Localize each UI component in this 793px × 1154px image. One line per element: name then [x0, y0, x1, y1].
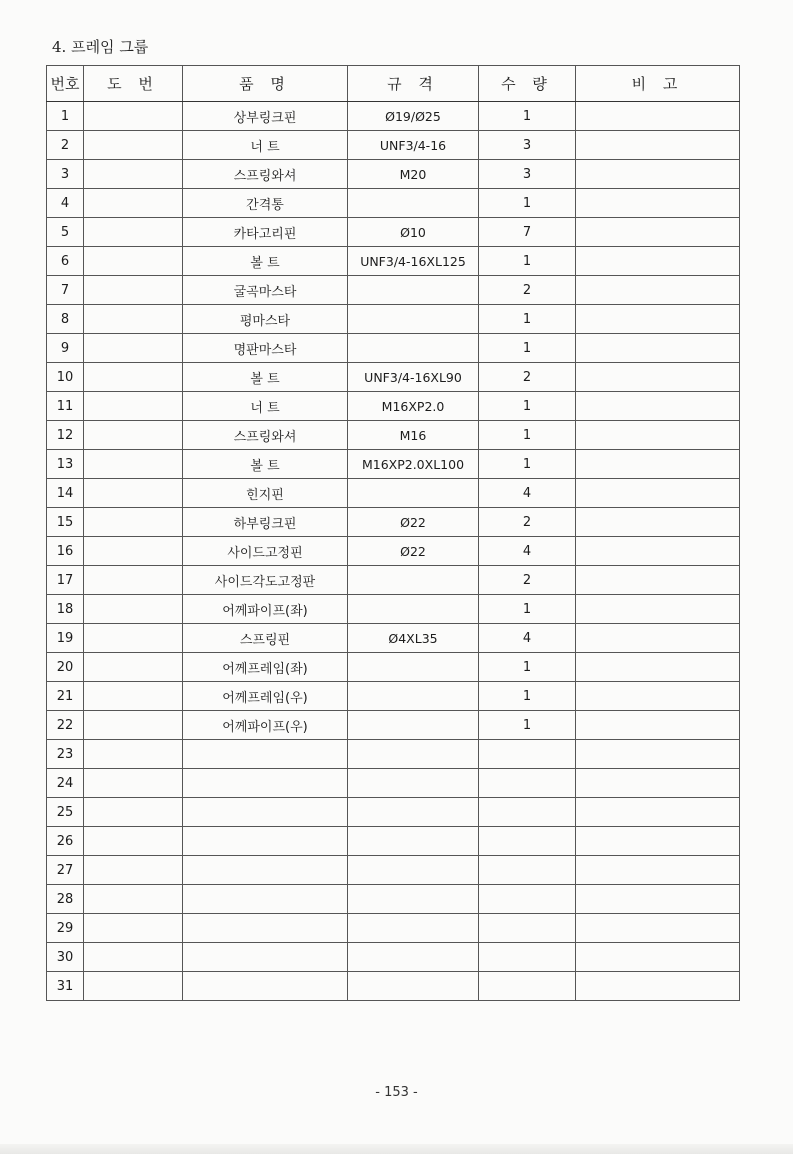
cell-remarks: [576, 856, 740, 885]
cell-part-name: 평마스타: [183, 305, 348, 334]
cell-drawing-no: [84, 827, 183, 856]
table-header: [47, 66, 740, 102]
cell-remarks: [576, 914, 740, 943]
table-row: [47, 740, 740, 769]
cell-part-name: [183, 856, 348, 885]
cell-part-name: [183, 769, 348, 798]
cell-part-name: 간격통: [183, 189, 348, 218]
cell-drawing-no: [84, 798, 183, 827]
table-row: [47, 479, 740, 508]
cell-spec: UNF3/4-16: [348, 131, 479, 160]
cell-spec: Ø10: [348, 218, 479, 247]
cell-remarks: [576, 247, 740, 276]
cell-drawing-no: [84, 711, 183, 740]
cell-part-name: [183, 740, 348, 769]
cell-spec: M16XP2.0: [348, 392, 479, 421]
cell-part-name: [183, 798, 348, 827]
cell-no: 8: [47, 305, 84, 334]
cell-no: 24: [47, 769, 84, 798]
cell-no: 16: [47, 537, 84, 566]
cell-part-name: 카타고리핀: [183, 218, 348, 247]
cell-drawing-no: [84, 305, 183, 334]
cell-qty: 1: [479, 189, 576, 218]
cell-qty: [479, 943, 576, 972]
table-row: [47, 827, 740, 856]
cell-qty: 1: [479, 653, 576, 682]
cell-spec: [348, 595, 479, 624]
cell-no: 1: [47, 102, 84, 131]
header-remarks: 비 고: [576, 66, 740, 102]
cell-no: 11: [47, 392, 84, 421]
cell-remarks: [576, 160, 740, 189]
table-row: [47, 566, 740, 595]
cell-qty: 1: [479, 102, 576, 131]
cell-spec: M16XP2.0XL100: [348, 450, 479, 479]
cell-part-name: 어께프레임(좌): [183, 653, 348, 682]
cell-remarks: [576, 189, 740, 218]
table-row: [47, 769, 740, 798]
cell-qty: 7: [479, 218, 576, 247]
table-row: [47, 595, 740, 624]
table-row: [47, 653, 740, 682]
cell-qty: 1: [479, 450, 576, 479]
cell-no: 21: [47, 682, 84, 711]
cell-no: 10: [47, 363, 84, 392]
cell-spec: [348, 305, 479, 334]
cell-part-name: 명판마스타: [183, 334, 348, 363]
cell-no: 20: [47, 653, 84, 682]
cell-no: 26: [47, 827, 84, 856]
cell-part-name: 굴곡마스타: [183, 276, 348, 305]
cell-qty: [479, 972, 576, 1001]
cell-drawing-no: [84, 276, 183, 305]
cell-no: 19: [47, 624, 84, 653]
cell-drawing-no: [84, 392, 183, 421]
cell-no: 14: [47, 479, 84, 508]
cell-part-name: 볼 트: [183, 363, 348, 392]
cell-qty: 1: [479, 247, 576, 276]
cell-spec: [348, 276, 479, 305]
cell-qty: 1: [479, 305, 576, 334]
page-bottom-edge: [0, 1144, 793, 1154]
cell-spec: [348, 972, 479, 1001]
table-row: [47, 682, 740, 711]
cell-remarks: [576, 624, 740, 653]
cell-remarks: [576, 421, 740, 450]
cell-drawing-no: [84, 624, 183, 653]
cell-drawing-no: [84, 914, 183, 943]
cell-no: 4: [47, 189, 84, 218]
cell-remarks: [576, 827, 740, 856]
cell-remarks: [576, 798, 740, 827]
cell-qty: 1: [479, 334, 576, 363]
cell-qty: [479, 740, 576, 769]
cell-spec: [348, 711, 479, 740]
table-row: [47, 363, 740, 392]
table-body: [47, 102, 740, 1001]
cell-drawing-no: [84, 218, 183, 247]
cell-drawing-no: [84, 450, 183, 479]
cell-qty: 3: [479, 160, 576, 189]
cell-no: 9: [47, 334, 84, 363]
cell-spec: [348, 856, 479, 885]
cell-spec: [348, 769, 479, 798]
cell-no: 28: [47, 885, 84, 914]
table-row: [47, 160, 740, 189]
cell-qty: 2: [479, 363, 576, 392]
cell-remarks: [576, 972, 740, 1001]
header-part-name: 품 명: [183, 66, 348, 102]
cell-remarks: [576, 392, 740, 421]
table-row: [47, 624, 740, 653]
cell-remarks: [576, 450, 740, 479]
cell-drawing-no: [84, 334, 183, 363]
cell-qty: 2: [479, 508, 576, 537]
cell-spec: UNF3/4-16XL125: [348, 247, 479, 276]
cell-remarks: [576, 566, 740, 595]
parts-table: [46, 65, 740, 1001]
cell-part-name: 사이드각도고정판: [183, 566, 348, 595]
cell-no: 17: [47, 566, 84, 595]
table-row: [47, 334, 740, 363]
table-row: [47, 972, 740, 1001]
cell-drawing-no: [84, 769, 183, 798]
cell-qty: 2: [479, 566, 576, 595]
cell-spec: UNF3/4-16XL90: [348, 363, 479, 392]
cell-drawing-no: [84, 943, 183, 972]
cell-drawing-no: [84, 189, 183, 218]
cell-part-name: 어께프레임(우): [183, 682, 348, 711]
cell-spec: [348, 334, 479, 363]
cell-qty: 1: [479, 421, 576, 450]
cell-remarks: [576, 479, 740, 508]
cell-no: 31: [47, 972, 84, 1001]
cell-spec: [348, 682, 479, 711]
cell-drawing-no: [84, 479, 183, 508]
cell-remarks: [576, 131, 740, 160]
table-row: [47, 856, 740, 885]
table-row: [47, 131, 740, 160]
table-row: [47, 305, 740, 334]
cell-qty: 4: [479, 479, 576, 508]
cell-spec: Ø22: [348, 537, 479, 566]
cell-drawing-no: [84, 885, 183, 914]
cell-drawing-no: [84, 537, 183, 566]
cell-remarks: [576, 653, 740, 682]
cell-drawing-no: [84, 160, 183, 189]
cell-qty: [479, 769, 576, 798]
cell-drawing-no: [84, 131, 183, 160]
cell-drawing-no: [84, 247, 183, 276]
cell-part-name: 스프링핀: [183, 624, 348, 653]
table-row: [47, 508, 740, 537]
cell-qty: [479, 914, 576, 943]
cell-no: 5: [47, 218, 84, 247]
cell-part-name: 상부링크핀: [183, 102, 348, 131]
cell-spec: [348, 740, 479, 769]
cell-remarks: [576, 711, 740, 740]
cell-no: 7: [47, 276, 84, 305]
table-row: [47, 392, 740, 421]
cell-part-name: 힌지핀: [183, 479, 348, 508]
cell-drawing-no: [84, 972, 183, 1001]
table-row: [47, 798, 740, 827]
cell-spec: Ø19/Ø25: [348, 102, 479, 131]
cell-spec: [348, 189, 479, 218]
cell-spec: [348, 653, 479, 682]
cell-remarks: [576, 102, 740, 131]
cell-spec: [348, 914, 479, 943]
cell-remarks: [576, 334, 740, 363]
table-row: [47, 450, 740, 479]
section-title: 4. 프레임 그룹: [52, 38, 149, 56]
cell-part-name: [183, 885, 348, 914]
cell-spec: [348, 885, 479, 914]
cell-part-name: [183, 827, 348, 856]
cell-no: 6: [47, 247, 84, 276]
cell-no: 25: [47, 798, 84, 827]
cell-drawing-no: [84, 740, 183, 769]
cell-remarks: [576, 276, 740, 305]
cell-no: 27: [47, 856, 84, 885]
cell-part-name: 너 트: [183, 392, 348, 421]
table-row: [47, 885, 740, 914]
cell-qty: [479, 827, 576, 856]
table-row: [47, 943, 740, 972]
cell-part-name: 사이드고정핀: [183, 537, 348, 566]
cell-no: 3: [47, 160, 84, 189]
cell-spec: M20: [348, 160, 479, 189]
cell-part-name: [183, 914, 348, 943]
page-number: - 153 -: [375, 1085, 418, 1100]
cell-no: 29: [47, 914, 84, 943]
cell-part-name: [183, 943, 348, 972]
cell-drawing-no: [84, 653, 183, 682]
cell-part-name: 스프링와셔: [183, 160, 348, 189]
cell-remarks: [576, 769, 740, 798]
cell-no: 22: [47, 711, 84, 740]
header-drawing-no: 도 번: [84, 66, 183, 102]
cell-part-name: 볼 트: [183, 450, 348, 479]
table-row: [47, 218, 740, 247]
cell-remarks: [576, 595, 740, 624]
cell-remarks: [576, 218, 740, 247]
cell-spec: Ø4XL35: [348, 624, 479, 653]
cell-no: 18: [47, 595, 84, 624]
table-row: [47, 537, 740, 566]
table-row: [47, 421, 740, 450]
cell-drawing-no: [84, 856, 183, 885]
cell-spec: [348, 479, 479, 508]
cell-spec: [348, 798, 479, 827]
header-spec: 규 격: [348, 66, 479, 102]
cell-qty: 1: [479, 682, 576, 711]
cell-remarks: [576, 885, 740, 914]
cell-part-name: 너 트: [183, 131, 348, 160]
cell-drawing-no: [84, 421, 183, 450]
header-no: 번호: [47, 66, 84, 102]
header-row: [47, 66, 740, 102]
cell-qty: [479, 885, 576, 914]
cell-remarks: [576, 363, 740, 392]
cell-spec: [348, 566, 479, 595]
cell-drawing-no: [84, 363, 183, 392]
cell-qty: 4: [479, 537, 576, 566]
cell-drawing-no: [84, 566, 183, 595]
table-row: [47, 711, 740, 740]
cell-spec: M16: [348, 421, 479, 450]
cell-qty: [479, 856, 576, 885]
cell-qty: 1: [479, 595, 576, 624]
cell-spec: Ø22: [348, 508, 479, 537]
table-row: [47, 914, 740, 943]
table-row: [47, 247, 740, 276]
cell-remarks: [576, 682, 740, 711]
cell-remarks: [576, 537, 740, 566]
cell-part-name: 스프링와셔: [183, 421, 348, 450]
cell-no: 30: [47, 943, 84, 972]
cell-no: 12: [47, 421, 84, 450]
table-row: [47, 276, 740, 305]
cell-remarks: [576, 740, 740, 769]
cell-qty: 1: [479, 392, 576, 421]
cell-remarks: [576, 305, 740, 334]
cell-part-name: 하부링크핀: [183, 508, 348, 537]
cell-spec: [348, 827, 479, 856]
cell-qty: [479, 798, 576, 827]
cell-drawing-no: [84, 682, 183, 711]
cell-remarks: [576, 508, 740, 537]
cell-qty: 2: [479, 276, 576, 305]
cell-spec: [348, 943, 479, 972]
cell-drawing-no: [84, 595, 183, 624]
cell-part-name: [183, 972, 348, 1001]
cell-no: 23: [47, 740, 84, 769]
cell-qty: 4: [479, 624, 576, 653]
cell-no: 15: [47, 508, 84, 537]
table-row: [47, 189, 740, 218]
cell-qty: 3: [479, 131, 576, 160]
cell-remarks: [576, 943, 740, 972]
cell-qty: 1: [479, 711, 576, 740]
header-qty: 수 량: [479, 66, 576, 102]
cell-part-name: 볼 트: [183, 247, 348, 276]
cell-no: 2: [47, 131, 84, 160]
cell-part-name: 어께파이프(좌): [183, 595, 348, 624]
cell-drawing-no: [84, 102, 183, 131]
cell-part-name: 어께파이프(우): [183, 711, 348, 740]
cell-drawing-no: [84, 508, 183, 537]
table-row: [47, 102, 740, 131]
cell-no: 13: [47, 450, 84, 479]
